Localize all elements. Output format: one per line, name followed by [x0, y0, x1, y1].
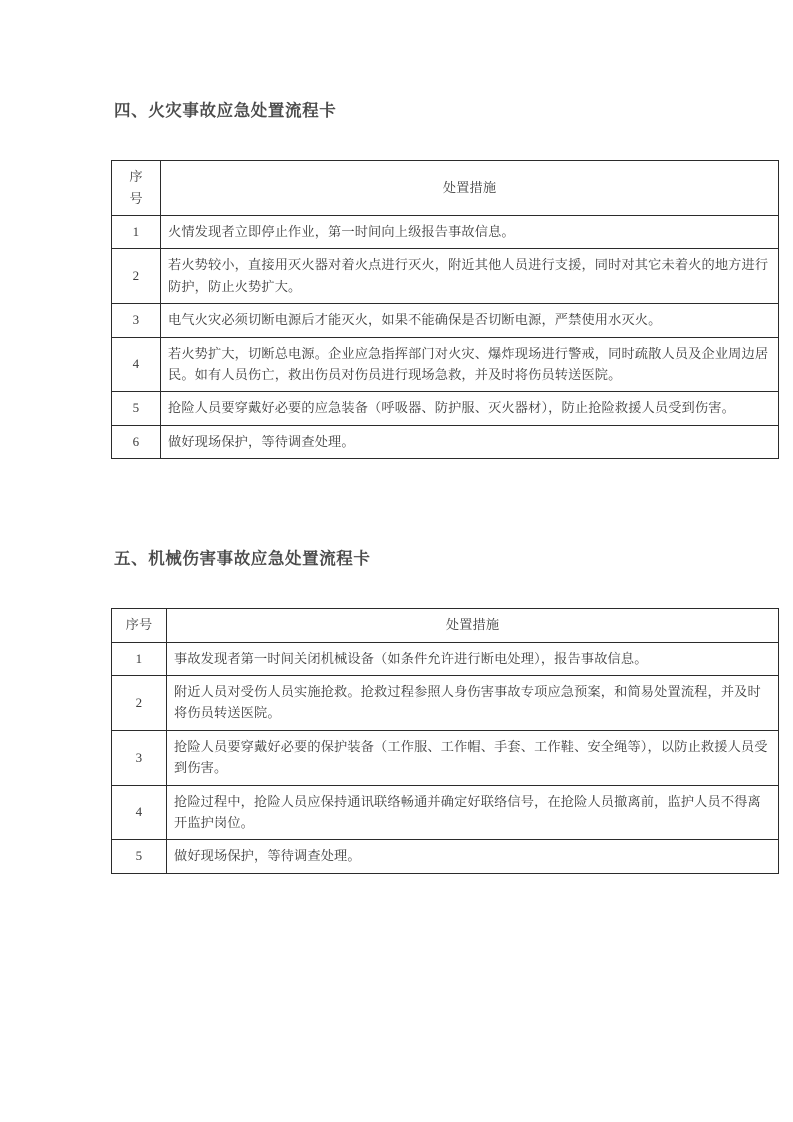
table-row: [112, 249, 779, 304]
row-measure: 做好现场保护，等待调查处理。: [161, 425, 779, 458]
section-fire-accident: [0, 100, 793, 459]
row-measure: 若火势扩大，切断总电源。企业应急指挥部门对火灾、爆炸现场进行警戒，同时疏散人员及企业周边居民。如有人员伤亡，救出伤员对伤员进行现场急救，并及时将伤员转送医院。: [161, 337, 779, 392]
row-index: 6: [112, 425, 161, 458]
row-index: 3: [112, 304, 161, 337]
row-index: 5: [112, 392, 161, 425]
row-index: 3: [112, 730, 167, 785]
fire-accident-flow-table: [111, 160, 779, 459]
table-row: [112, 840, 779, 873]
row-measure: 若火势较小，直接用灭火器对着火点进行灭火，附近其他人员进行支援，同时对其它未着火的地方进行防护，防止火势扩大。: [161, 249, 779, 304]
row-index: 4: [112, 337, 161, 392]
row-index: 1: [112, 216, 161, 249]
row-measure: 做好现场保护，等待调查处理。: [167, 840, 779, 873]
row-index: 5: [112, 840, 167, 873]
header-cell-index: 序号: [112, 609, 167, 642]
row-measure: 抢险人员要穿戴好必要的应急装备（呼吸器、防护服、灭火器材），防止抢险救援人员受到伤害。: [161, 392, 779, 425]
table-row: [112, 392, 779, 425]
table-row: [112, 785, 779, 840]
row-measure: 附近人员对受伤人员实施抢救。抢救过程参照人身伤害事故专项应急预案，和简易处置流程，并及时将伤员转送医院。: [167, 676, 779, 731]
row-index: 2: [112, 249, 161, 304]
header-index-line-2: 号: [129, 190, 143, 206]
header-cell-measure: 处置措施: [167, 609, 779, 642]
table-row: [112, 676, 779, 731]
row-measure: 火情发现者立即停止作业，第一时间向上级报告事故信息。: [161, 216, 779, 249]
table-row: [112, 730, 779, 785]
row-measure: 事故发现者第一时间关闭机械设备（如条件允许进行断电处理），报告事故信息。: [167, 642, 779, 675]
table-row: [112, 337, 779, 392]
table-row: [112, 216, 779, 249]
row-measure: 电气火灾必须切断电源后才能灭火，如果不能确保是否切断电源，严禁使用水灭火。: [161, 304, 779, 337]
row-measure: 抢险人员要穿戴好必要的保护装备（工作服、工作帽、手套、工作鞋、安全绳等），以防止救援人员受到伤害。: [167, 730, 779, 785]
table-row: [112, 304, 779, 337]
table-row: [112, 642, 779, 675]
header-cell-measure: 处置措施: [161, 161, 779, 216]
row-index: 4: [112, 785, 167, 840]
machinery-injury-flow-table: [111, 608, 779, 873]
table-header-row: [112, 161, 779, 216]
section-heading-machinery: 五、机械伤害事故应急处置流程卡: [114, 550, 371, 568]
header-index-line-1: 序: [129, 169, 143, 185]
section-machinery-injury: [0, 548, 793, 874]
section-heading-fire: 四、火灾事故应急处置流程卡: [114, 102, 337, 120]
row-index: 2: [112, 676, 167, 731]
row-index: 1: [112, 642, 167, 675]
table-row: [112, 425, 779, 458]
row-measure: 抢险过程中，抢险人员应保持通讯联络畅通并确定好联络信号，在抢险人员撤离前，监护人员不得离开监护岗位。: [167, 785, 779, 840]
table-header-row: [112, 609, 779, 642]
header-cell-index: [112, 161, 161, 216]
